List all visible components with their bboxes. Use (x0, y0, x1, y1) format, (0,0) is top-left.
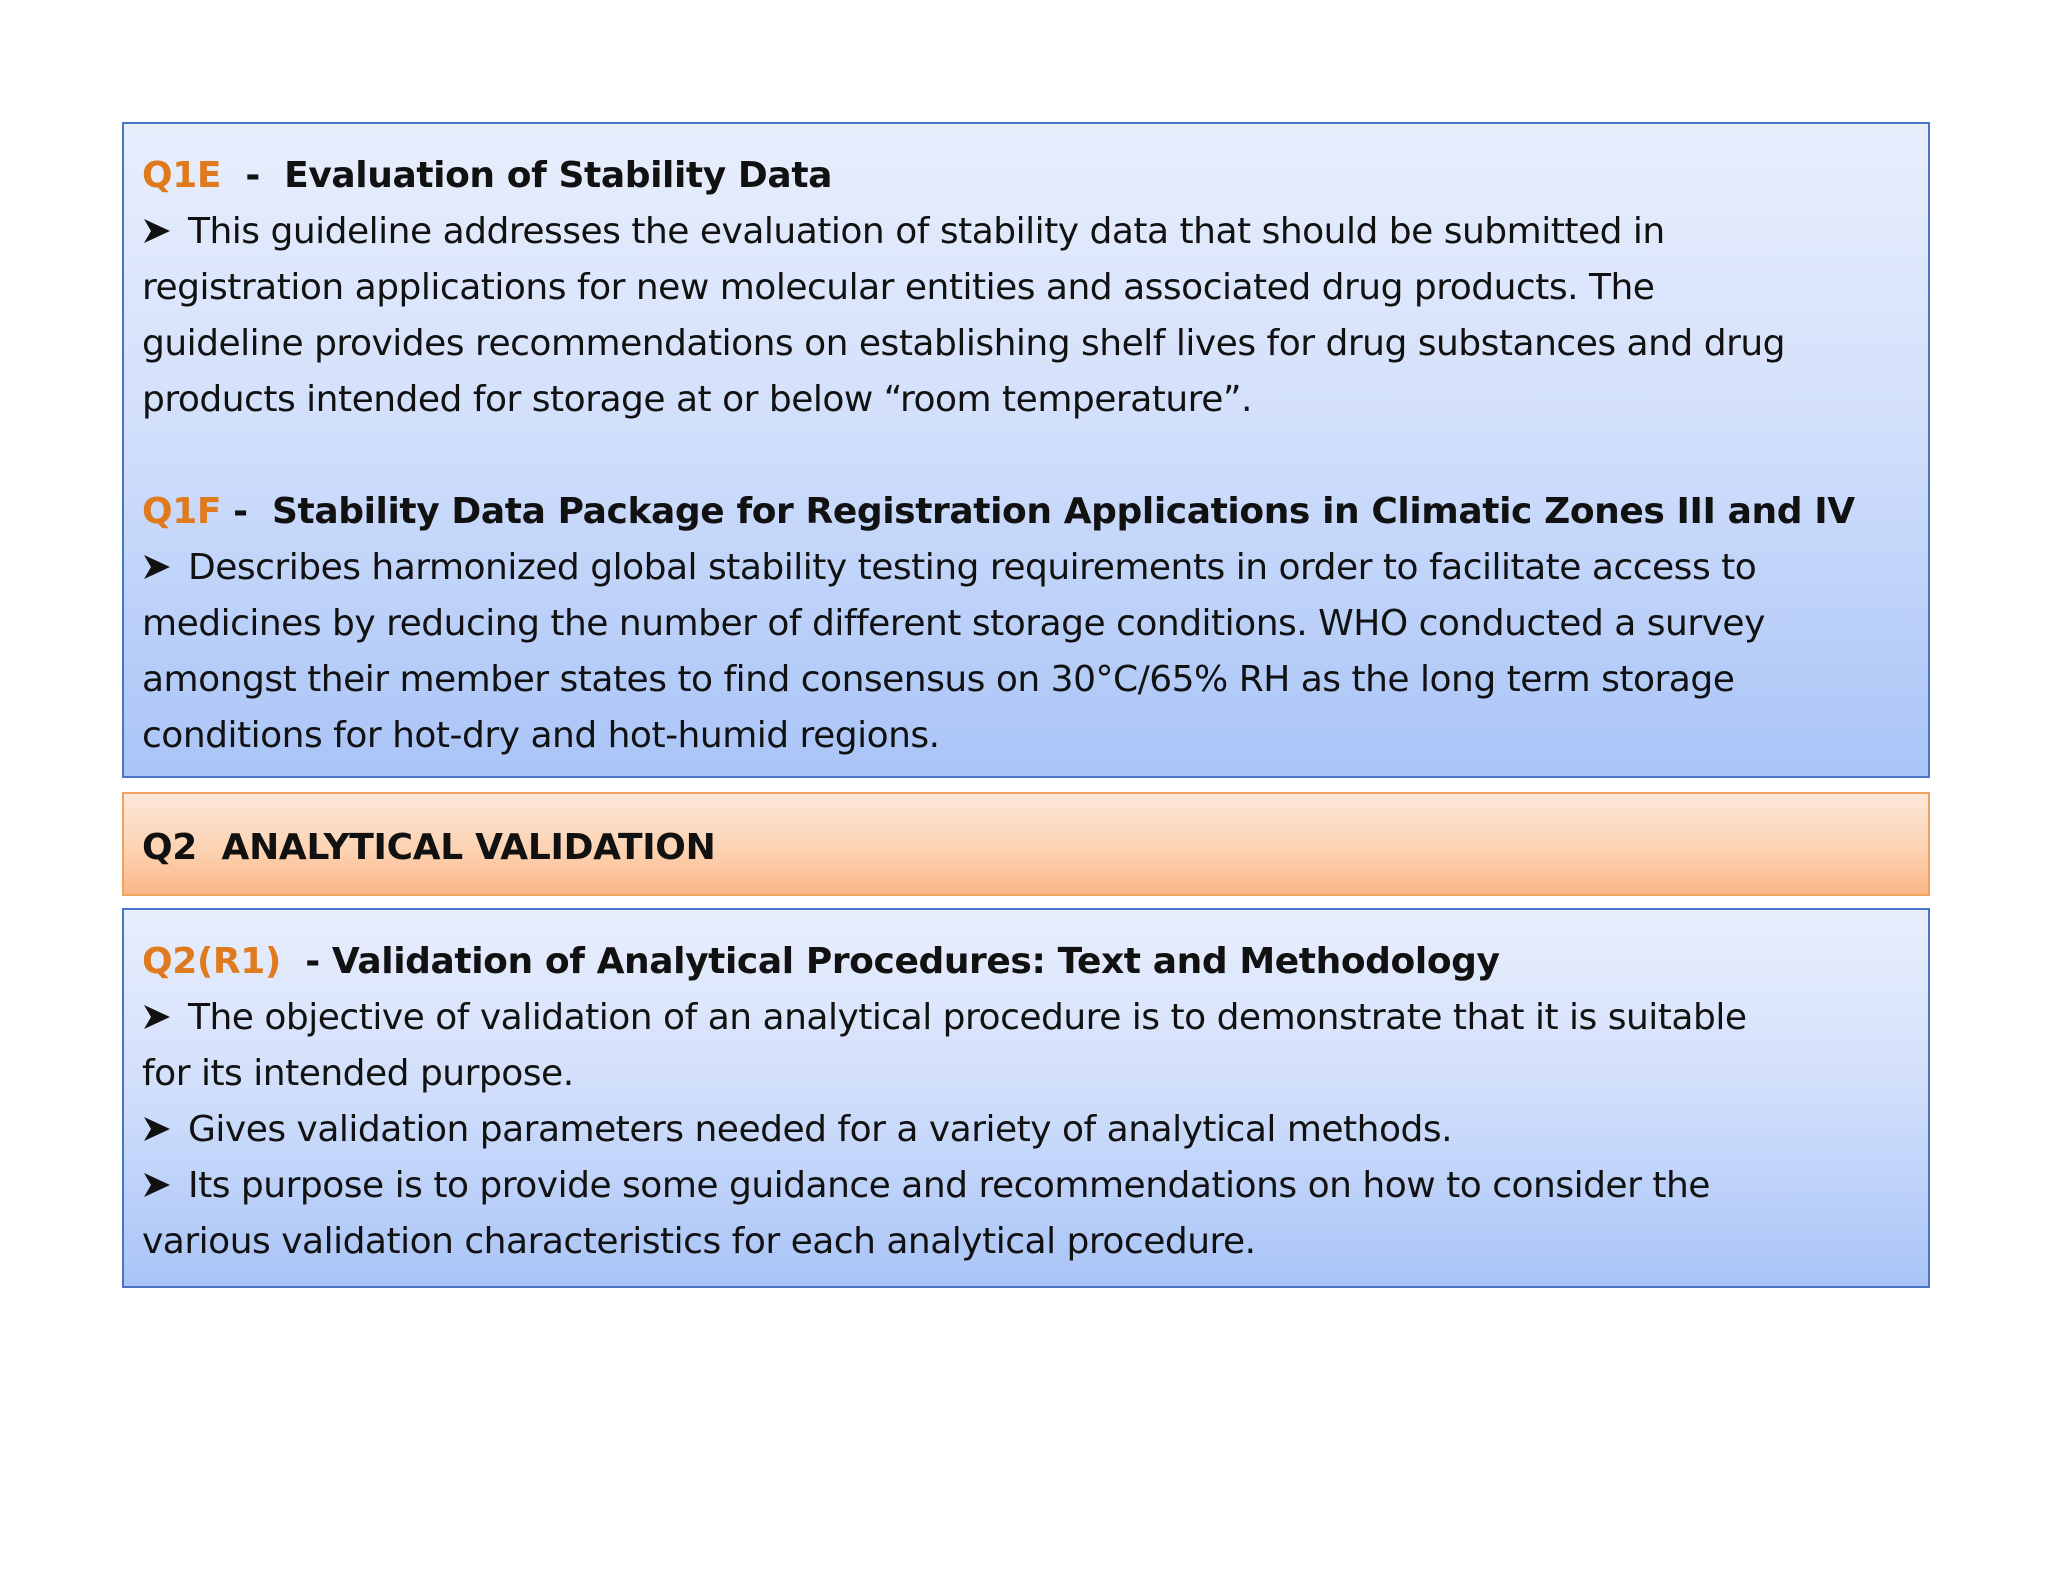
q1f-title: Stability Data Package for Registration Applications in Climatic Zones III and IV (272, 491, 1855, 532)
q1f-line-3: amongst their member states to find consensus on 30°C/65% RH as the long term storage (142, 659, 1735, 700)
q1e-code: Q1E (142, 155, 222, 196)
arrowhead-bullet-icon (142, 1102, 188, 1158)
q2r1-line-2: for its intended purpose. (142, 1053, 574, 1094)
q1f-line-4: conditions for hot-dry and hot-humid regions. (142, 715, 940, 756)
q1f-line-1-text: Describes harmonized global stability testing requirements in order to facilitate access to (188, 547, 1757, 588)
q1e-line-2: registration applications for new molecular entities and associated drug products. The (142, 267, 1655, 308)
q2r1-heading (142, 934, 1910, 990)
q2r1-body (142, 990, 1910, 1270)
q2r1-separator: - (280, 941, 332, 982)
q2r1-line-4-text: Its purpose is to provide some guidance and recommendations on how to consider the (188, 1165, 1710, 1206)
q1f-heading (142, 484, 1910, 540)
q2r1-title: Validation of Analytical Procedures: Text and Methodology (331, 941, 1500, 982)
arrowhead-bullet-icon (142, 990, 188, 1046)
section-spacer (142, 428, 1910, 484)
q2r1-line-1-text: The objective of validation of an analytical procedure is to demonstrate that it is suitable (188, 997, 1747, 1038)
arrowhead-bullet-icon (142, 1158, 188, 1214)
q2r1-line-1 (142, 990, 1910, 1046)
q2r1-line-3 (142, 1102, 1910, 1158)
q1e-separator: - (221, 155, 285, 196)
q1f-line-1 (142, 540, 1910, 596)
q1e-line-4: products intended for storage at or below “room temperature”. (142, 379, 1252, 420)
q1e-line-3: guideline provides recommendations on establishing shelf lives for drug substances and drug (142, 323, 1786, 364)
q1e-line-1 (142, 204, 1910, 260)
q2-section-title: Q2 ANALYTICAL VALIDATION (142, 827, 716, 868)
stability-panel (122, 122, 1930, 778)
q1f-code: Q1F (142, 491, 222, 532)
q1e-body (142, 204, 1910, 428)
q2r1-line-3-text: Gives validation parameters needed for a variety of analytical methods. (188, 1109, 1453, 1150)
validation-panel (122, 908, 1930, 1288)
q2r1-line-4 (142, 1158, 1910, 1214)
q1e-title: Evaluation of Stability Data (284, 155, 833, 196)
q1e-line-1-text: This guideline addresses the evaluation of stability data that should be submitted in (188, 211, 1665, 252)
q2-section-band (122, 792, 1930, 896)
q1f-separator: - (221, 491, 272, 532)
q2r1-line-5: various validation characteristics for each analytical procedure. (142, 1221, 1256, 1262)
q1e-heading (142, 148, 1910, 204)
q1f-body (142, 540, 1910, 764)
arrowhead-bullet-icon (142, 204, 188, 260)
arrowhead-bullet-icon (142, 540, 188, 596)
q1f-line-2: medicines by reducing the number of different storage conditions. WHO conducted a survey (142, 603, 1765, 644)
q2r1-code: Q2(R1) (142, 941, 281, 982)
